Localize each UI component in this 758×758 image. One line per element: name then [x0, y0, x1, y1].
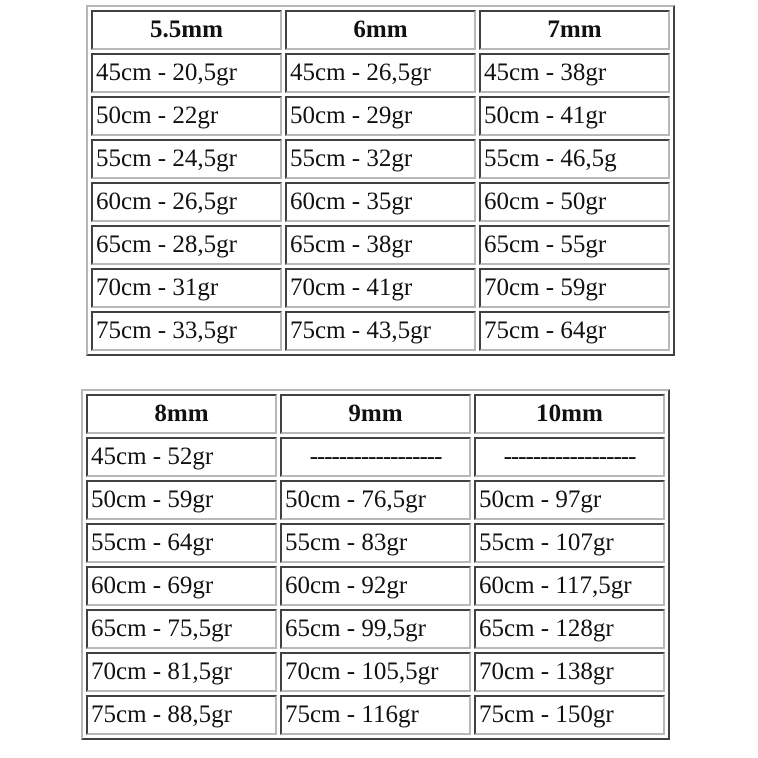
table-row: [86, 437, 665, 477]
table-cell: 65cm - 128gr: [474, 609, 665, 649]
table-cell: 70cm - 81,5gr: [86, 652, 277, 692]
table-cell: 60cm - 26,5gr: [91, 182, 282, 222]
table-row: [86, 566, 665, 606]
table-row: [86, 609, 665, 649]
table-cell: 50cm - 22gr: [91, 96, 282, 136]
column-header: 9mm: [280, 394, 471, 434]
table-cell: 65cm - 55gr: [479, 225, 670, 265]
table-cell: 65cm - 28,5gr: [91, 225, 282, 265]
column-header: 8mm: [86, 394, 277, 434]
table-cell: 75cm - 88,5gr: [86, 695, 277, 735]
table-cell: 50cm - 29gr: [285, 96, 476, 136]
table-cell: 65cm - 99,5gr: [280, 609, 471, 649]
table-row: [91, 225, 670, 265]
table-cell: 50cm - 76,5gr: [280, 480, 471, 520]
table-cell: 65cm - 38gr: [285, 225, 476, 265]
table-cell: 70cm - 59gr: [479, 268, 670, 308]
table-row: [86, 652, 665, 692]
table-row: [86, 480, 665, 520]
column-header: 10mm: [474, 394, 665, 434]
table-cell: 60cm - 35gr: [285, 182, 476, 222]
weight-table-small-diameters: [86, 5, 675, 356]
table-cell: 45cm - 20,5gr: [91, 53, 282, 93]
table-row: [91, 311, 670, 351]
table-cell: 75cm - 43,5gr: [285, 311, 476, 351]
table-cell: 50cm - 97gr: [474, 480, 665, 520]
table-cell: 55cm - 83gr: [280, 523, 471, 563]
table-row: [91, 96, 670, 136]
table-cell: 60cm - 69gr: [86, 566, 277, 606]
table-cell: 70cm - 105,5gr: [280, 652, 471, 692]
table-cell: 60cm - 117,5gr: [474, 566, 665, 606]
table-header-row: [86, 394, 665, 434]
table-cell: 55cm - 24,5gr: [91, 139, 282, 179]
table-cell: 75cm - 64gr: [479, 311, 670, 351]
table-row: [91, 182, 670, 222]
table-cell: 55cm - 46,5g: [479, 139, 670, 179]
table-header-row: [91, 10, 670, 50]
table-cell: 70cm - 138gr: [474, 652, 665, 692]
table-cell: 55cm - 107gr: [474, 523, 665, 563]
table-cell: 45cm - 26,5gr: [285, 53, 476, 93]
table-cell: ------------------: [280, 437, 471, 477]
table-cell: 55cm - 32gr: [285, 139, 476, 179]
table-cell: 65cm - 75,5gr: [86, 609, 277, 649]
table-cell: ------------------: [474, 437, 665, 477]
table-cell: 60cm - 50gr: [479, 182, 670, 222]
table-cell: 60cm - 92gr: [280, 566, 471, 606]
table-cell: 55cm - 64gr: [86, 523, 277, 563]
table-cell: 70cm - 31gr: [91, 268, 282, 308]
column-header: 7mm: [479, 10, 670, 50]
table-row: [86, 695, 665, 735]
column-header: 6mm: [285, 10, 476, 50]
table-cell: 50cm - 59gr: [86, 480, 277, 520]
table-row: [86, 523, 665, 563]
table-cell: 75cm - 33,5gr: [91, 311, 282, 351]
table-cell: 75cm - 116gr: [280, 695, 471, 735]
table-cell: 70cm - 41gr: [285, 268, 476, 308]
table-row: [91, 268, 670, 308]
table-row: [91, 139, 670, 179]
table-cell: 50cm - 41gr: [479, 96, 670, 136]
table-cell: 45cm - 38gr: [479, 53, 670, 93]
column-header: 5.5mm: [91, 10, 282, 50]
table-row: [91, 53, 670, 93]
table-cell: 45cm - 52gr: [86, 437, 277, 477]
weight-table-large-diameters: [81, 389, 670, 740]
table-cell: 75cm - 150gr: [474, 695, 665, 735]
